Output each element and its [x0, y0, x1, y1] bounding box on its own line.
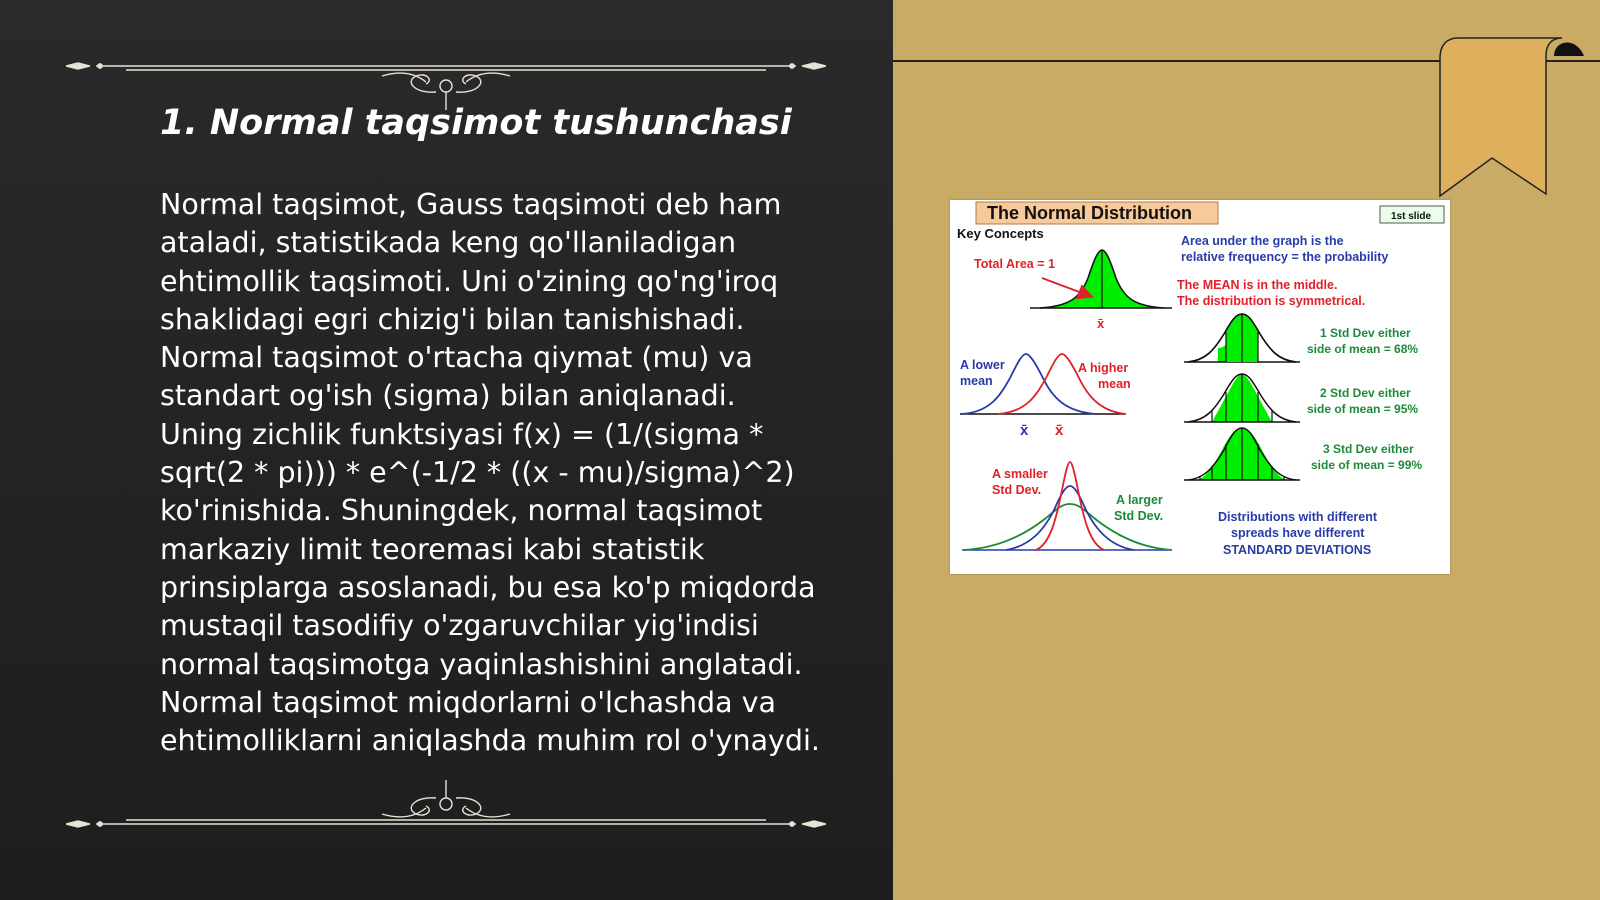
lower-mean-label-1: A lower: [960, 358, 1005, 372]
bottom-ornament-divider: [66, 778, 826, 838]
lower-mean-label-2: mean: [960, 374, 993, 388]
higher-mean-label-1: A higher: [1078, 361, 1129, 375]
larger-sd-label-1: A larger: [1116, 493, 1163, 507]
mean-symbol: x̄: [1097, 316, 1105, 331]
slide-badge: 1st slide: [1391, 211, 1432, 222]
smaller-sd-label-1: A smaller: [992, 467, 1048, 481]
mean-text-2: The distribution is symmetrical.: [1177, 294, 1366, 308]
lower-mean-symbol: x̄: [1020, 422, 1029, 439]
spread-text-2: spreads have different: [1231, 526, 1365, 540]
slide-title: 1. Normal taqsimot tushunchasi: [160, 103, 792, 143]
area-text-1: Area under the graph is the: [1181, 234, 1344, 248]
sd-99-curve: [1184, 428, 1300, 480]
bookmark-ribbon-icon: [1434, 34, 1584, 202]
mean-text-1: The MEAN is in the middle.: [1177, 278, 1338, 292]
sd2-text-1: 2 Std Dev either: [1320, 386, 1411, 400]
sd3-text-1: 3 Std Dev either: [1323, 442, 1414, 456]
higher-mean-symbol: x̄: [1055, 422, 1064, 439]
higher-mean-label-2: mean: [1098, 377, 1131, 391]
total-area-label: Total Area = 1: [974, 257, 1055, 271]
larger-sd-label-2: Std Dev.: [1114, 509, 1164, 523]
sd1-text-1: 1 Std Dev either: [1320, 326, 1411, 340]
spread-text-1: Distributions with different: [1218, 510, 1378, 524]
sd1-text-2: side of mean = 68%: [1307, 342, 1419, 356]
smaller-sd-label-2: Std Dev.: [992, 483, 1042, 497]
key-concepts-label: Key Concepts: [957, 226, 1044, 241]
spread-text-3: STANDARD DEVIATIONS: [1223, 543, 1372, 557]
area-text-2: relative frequency = the probability: [1181, 250, 1389, 264]
slide-body-text: Normal taqsimot, Gauss taqsimoti deb ham ataladi, statistikada keng qo'llaniladigan ehtimollik taqsimoti. Uni o'zining qo'ng'iroq shaklidagi egri chizig'i bilan tanishishadi. Normal taqsimot o'rtacha qiymat (mu) va standart og'ish (sigma) bilan aniqlanadi. Uning zichlik funktsiyasi f(x) = (1/(sigma * sqrt(2 * pi))) * e^(-1/2 * ((x - mu)/sigma)^2) ko'rinishida. Shuningdek, normal taqsimot markaziy limit teoremasi kabi statistik prinsiplarga asoslanadi, bu esa ko'p miqdorda mustaqil tasodifiy o'zgaruvchilar yig'indisi normal taqsimotga yaqinlashishini anglatadi. Normal taqsimot miqdorlarni o'lchashda va ehtimolliklarni aniqlashda muhim rol o'ynaydi.: [160, 188, 820, 758]
sd-68-curve: [1184, 314, 1300, 362]
sd-95-curve: [1184, 374, 1300, 422]
sd3-text-2: side of mean = 99%: [1311, 458, 1423, 472]
normal-distribution-figure: [950, 200, 1450, 574]
figure-title: The Normal Distribution: [987, 203, 1193, 223]
sd2-text-2: side of mean = 95%: [1307, 402, 1419, 416]
